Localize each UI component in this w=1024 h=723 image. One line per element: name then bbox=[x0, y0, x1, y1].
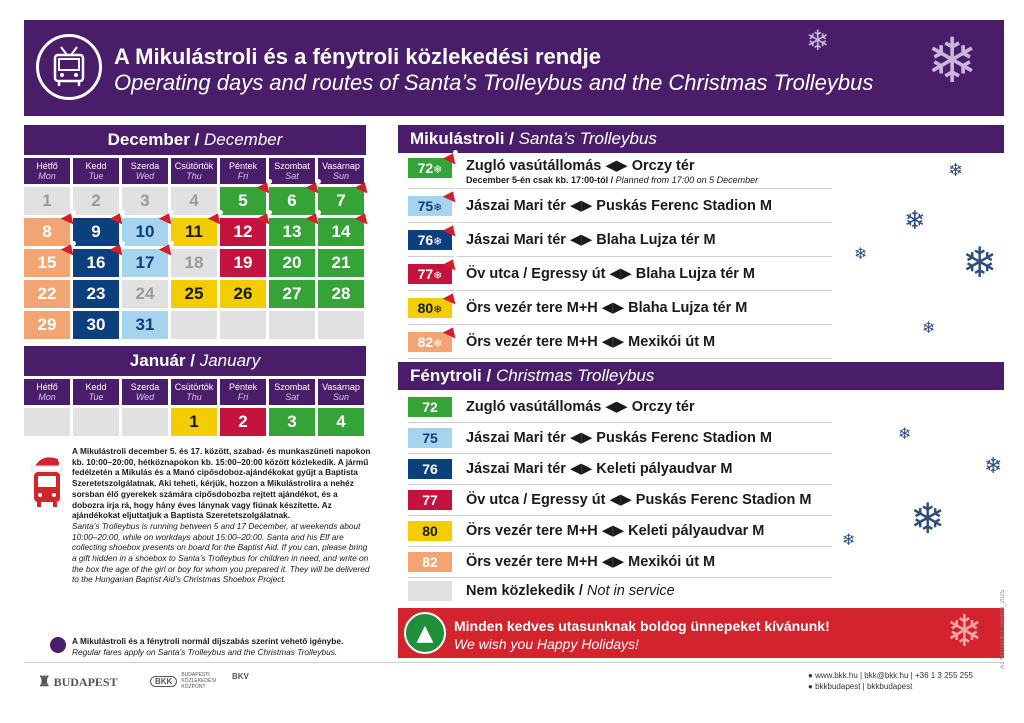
fare-note-hu: A Mikulástroli és a fénytroli normál díjszabás szerint vehető igénybe. bbox=[72, 636, 344, 646]
santa-section-header: Mikulástroli / Santa’s Trolleybus bbox=[398, 125, 1004, 153]
route-number-badge: 75 bbox=[408, 428, 452, 448]
info-hungarian: A Mikulástroli december 5. és 17. között, szabad- és munkaszüneti napokon kb. 10:00–20:00, hétköznapokon kb. 15:00–20:00 között közlekedik. A jármű fedélzetén a Mikulás és a Manó cipősdoboz-ajándékokat gyűjt a Baptista Szeretetszolgálatnak. Aki teheti, kérjük, hozzon a Mikulástrolira a nehéz sorsban élő gyerekek számára cipősdobozba rejtett ajándékot, és a dobozra írja rá, hogy hány éves lánynak vagy fiúnak készítette. Az ajándékokat eljuttatjuk a Baptista Szeretetszolgálatnak. bbox=[72, 446, 371, 521]
santa-bus-icon bbox=[28, 452, 68, 512]
santa-hat-icon bbox=[442, 290, 458, 302]
weekday-header: Péntek Fri bbox=[220, 158, 266, 184]
route-row bbox=[408, 189, 832, 223]
info-text bbox=[72, 446, 372, 585]
greeting-en: We wish you Happy Holidays! bbox=[454, 636, 639, 652]
calendar-day: 20 bbox=[269, 249, 315, 277]
route-number-badge: 82 bbox=[408, 552, 452, 572]
calendar-day: 2 bbox=[73, 187, 119, 215]
january-header: Január / January bbox=[24, 346, 366, 376]
snowflake-icon: ❄ bbox=[806, 24, 830, 57]
december-header: December / December bbox=[24, 125, 366, 155]
route-number-badge: 72❄ bbox=[408, 158, 452, 178]
january-grid bbox=[24, 376, 366, 436]
calendar-day bbox=[122, 408, 168, 436]
calendar-day: 29 bbox=[24, 311, 70, 339]
christmas-section-header: Fénytroli / Christmas Trolleybus bbox=[398, 362, 1004, 390]
route-row bbox=[408, 516, 832, 547]
santa-hat-icon bbox=[442, 324, 458, 336]
calendar-day: 24 bbox=[122, 280, 168, 308]
calendar-day: 13 bbox=[269, 218, 315, 246]
weekday-header: Vasárnap Sun bbox=[318, 379, 364, 405]
weekday-header: Hétfő Mon bbox=[24, 158, 70, 184]
calendar-day: 30 bbox=[73, 311, 119, 339]
route-description: Örs vezér tere M+H ◀▶ Blaha Lujza tér M bbox=[466, 299, 748, 316]
calendar-day: 8 bbox=[24, 218, 70, 246]
snowflake-icon: ❄ bbox=[922, 318, 936, 337]
snowflake-icon: ❄ bbox=[984, 454, 1003, 479]
contact-line[interactable]: www.bkk.hu | bkk@bkk.hu | +36 1 3 255 255 bbox=[815, 671, 974, 680]
santa-hat-icon bbox=[354, 210, 370, 222]
calendar-day bbox=[73, 408, 119, 436]
snowflake-icon: ❄ bbox=[904, 206, 926, 236]
snowflake-icon: ❄ bbox=[842, 530, 856, 549]
route-number-badge: 80 bbox=[408, 521, 452, 541]
calendar-day: 23 bbox=[73, 280, 119, 308]
bkv-logo: BKV bbox=[232, 672, 249, 681]
weekday-header: Szerda Wed bbox=[122, 379, 168, 405]
fare-note bbox=[72, 636, 372, 658]
social-line[interactable]: bkkbudapest | bkkbudapest bbox=[815, 682, 913, 691]
crest-icon: ♜ bbox=[38, 675, 51, 690]
route-description: Örs vezér tere M+H ◀▶ Mexikói út M bbox=[466, 333, 716, 350]
calendar-day: 28 bbox=[318, 280, 364, 308]
route-row bbox=[408, 454, 832, 485]
snowflake-icon: ❄ bbox=[433, 336, 443, 350]
weekday-header: Hétfő Mon bbox=[24, 379, 70, 405]
weekday-header: Szombat Sat bbox=[269, 379, 315, 405]
route-number-badge: 77❄ bbox=[408, 264, 452, 284]
route-description: Öv utca / Egressy út ◀▶ Puskás Ferenc Stadion M bbox=[466, 492, 812, 508]
calendar-day bbox=[269, 311, 315, 339]
calendar-day: 18 bbox=[171, 249, 217, 277]
calendar-day bbox=[318, 311, 364, 339]
calendar-day: 17 bbox=[122, 249, 168, 277]
route-row bbox=[408, 155, 832, 189]
page-subtitle: Operating days and routes of Santa’s Trolleybus and the Christmas Trolleybus bbox=[114, 70, 874, 95]
calendar-day: 19 bbox=[220, 249, 266, 277]
route-description: Jászai Mari tér ◀▶ Keleti pályaudvar M bbox=[466, 461, 733, 477]
route-row bbox=[408, 223, 832, 257]
header-banner bbox=[24, 20, 1004, 116]
budapest-logo: ♜ BUDAPEST bbox=[38, 675, 118, 690]
december-calendar bbox=[24, 125, 366, 339]
route-description: Jászai Mari tér ◀▶ Blaha Lujza tér M bbox=[466, 231, 716, 248]
document-code: A1 Mikulástroli-fénytroli_2025 bbox=[1000, 590, 1006, 669]
calendar-day: 4 bbox=[318, 408, 364, 436]
december-grid bbox=[24, 155, 366, 339]
route-number-badge: 76❄ bbox=[408, 230, 452, 250]
route-number-badge: 75❄ bbox=[408, 196, 452, 216]
info-english: Santa’s Trolleybus is running between 5 and 17 December, at weekends about 10:00–20:00, while on workdays about 15:00–20:00. Santa and his Elf are collecting shoebox presents on board for the Baptist Aid. If you can, please bring a gift hidden in a shoebox to Santa’s Trolleybus for children in need, and write on the box the age of the girl or boy for whom you prepared it. They will be delivered to the Hungarian Baptist Aid’s Christmas Shoebox Project. bbox=[72, 520, 370, 585]
weekday-header: Csütörtök Thu bbox=[171, 158, 217, 184]
calendar-day: 1 bbox=[171, 408, 217, 436]
calendar-day: 4 bbox=[171, 187, 217, 215]
route-row bbox=[408, 547, 832, 578]
calendar-day: 10 bbox=[122, 218, 168, 246]
snowflake-icon: ❄ bbox=[433, 302, 443, 316]
weekday-header: Szombat Sat bbox=[269, 158, 315, 184]
not-in-service-legend: Nem közlekedik / Not in service bbox=[408, 577, 832, 605]
santa-hat-icon bbox=[442, 188, 458, 200]
snowflake-icon: ❄ bbox=[433, 268, 443, 282]
calendar-day: 11 bbox=[171, 218, 217, 246]
snowflake-icon: ❄ bbox=[948, 160, 964, 181]
bkk-logo: BKK BUDAPESTI KÖZLEKEDÉSI KÖZPONT bbox=[150, 672, 221, 690]
calendar-day: 2 bbox=[220, 408, 266, 436]
globe-icon: ● bbox=[808, 671, 813, 680]
weekday-header: Szerda Wed bbox=[122, 158, 168, 184]
january-calendar bbox=[24, 346, 366, 436]
calendar-day: 15 bbox=[24, 249, 70, 277]
route-description: Örs vezér tere M+H ◀▶ Mexikói út M bbox=[466, 554, 716, 570]
calendar-day: 27 bbox=[269, 280, 315, 308]
santa-hat-icon bbox=[442, 256, 458, 268]
snowflake-icon: ❄ bbox=[433, 200, 443, 214]
weekday-header: Péntek Fri bbox=[220, 379, 266, 405]
calendar-day: 6 bbox=[269, 187, 315, 215]
snowflake-icon: ❄ bbox=[433, 163, 443, 176]
calendar-day: 16 bbox=[73, 249, 119, 277]
fare-note-en: Regular fares apply on Santa’s Trolleybus and the Christmas Trolleybus. bbox=[72, 647, 338, 657]
calendar-day: 3 bbox=[269, 408, 315, 436]
santa-hat-icon bbox=[354, 179, 370, 191]
social-icon: ● bbox=[808, 682, 813, 691]
weekday-header: Kedd Tue bbox=[73, 379, 119, 405]
christmas-tree-icon: ▲ bbox=[404, 612, 446, 654]
route-number-badge: 76 bbox=[408, 459, 452, 479]
calendar-day: 21 bbox=[318, 249, 364, 277]
route-row bbox=[408, 325, 832, 359]
calendar-day: 1 bbox=[24, 187, 70, 215]
snowflake-icon: ❄ bbox=[946, 606, 983, 657]
route-description: Zugló vasútállomás ◀▶ Orczy tér bbox=[466, 399, 695, 415]
calendar-day: 22 bbox=[24, 280, 70, 308]
calendar-day: 5 bbox=[220, 187, 266, 215]
route-description: Jászai Mari tér ◀▶ Puskás Ferenc Stadion M bbox=[466, 430, 772, 446]
calendar-day: 9 bbox=[73, 218, 119, 246]
greeting-hu: Minden kedves utasunknak boldog ünnepeket kívánunk! bbox=[454, 618, 830, 634]
snowflake-icon: ❄ bbox=[898, 424, 912, 443]
ticket-icon bbox=[50, 637, 66, 653]
santa-hat-icon bbox=[442, 150, 458, 162]
route-number-badge: 72 bbox=[408, 397, 452, 417]
grey-swatch bbox=[408, 581, 452, 601]
route-note: December 5-én csak kb. 17:00-tól / Planned from 17:00 on 5 December bbox=[466, 175, 759, 185]
route-description: Örs vezér tere M+H ◀▶ Keleti pályaudvar M bbox=[466, 523, 765, 539]
footer-divider bbox=[24, 662, 1004, 663]
calendar-day: 12 bbox=[220, 218, 266, 246]
snowflake-icon: ❄ bbox=[926, 24, 978, 97]
snowflake-icon: ❄ bbox=[962, 238, 998, 287]
weekday-header: Kedd Tue bbox=[73, 158, 119, 184]
route-row bbox=[408, 485, 832, 516]
route-number-badge: 80❄ bbox=[408, 298, 452, 318]
calendar-day: 7 bbox=[318, 187, 364, 215]
snowflake-icon: ❄ bbox=[433, 234, 443, 248]
weekday-header: Csütörtök Thu bbox=[171, 379, 217, 405]
route-row bbox=[408, 257, 832, 291]
route-row bbox=[408, 291, 832, 325]
calendar-day bbox=[220, 311, 266, 339]
route-row bbox=[408, 392, 832, 423]
greeting-banner bbox=[398, 608, 1004, 658]
weekday-header: Vasárnap Sun bbox=[318, 158, 364, 184]
calendar-day bbox=[171, 311, 217, 339]
route-number-badge: 82❄ bbox=[408, 332, 452, 352]
snowflake-icon: ❄ bbox=[854, 244, 868, 263]
calendar-day: 3 bbox=[122, 187, 168, 215]
calendar-day: 31 bbox=[122, 311, 168, 339]
route-row bbox=[408, 423, 832, 454]
calendar-day: 25 bbox=[171, 280, 217, 308]
contact-info bbox=[808, 670, 973, 692]
snowflake-icon: ❄ bbox=[910, 494, 946, 543]
route-description: Jászai Mari tér ◀▶ Puskás Ferenc Stadion M bbox=[466, 197, 772, 214]
calendar-day bbox=[24, 408, 70, 436]
calendar-day: 26 bbox=[220, 280, 266, 308]
santa-hat-icon bbox=[442, 222, 458, 234]
trolleybus-icon bbox=[36, 34, 102, 100]
calendar-day: 14 bbox=[318, 218, 364, 246]
route-number-badge: 77 bbox=[408, 490, 452, 510]
route-description: Zugló vasútállomás ◀▶ Orczy tér bbox=[466, 158, 695, 174]
page-title: A Mikulástroli és a fénytroli közlekedési rendje bbox=[114, 44, 602, 69]
route-description: Öv utca / Egressy út ◀▶ Blaha Lujza tér M bbox=[466, 265, 756, 282]
